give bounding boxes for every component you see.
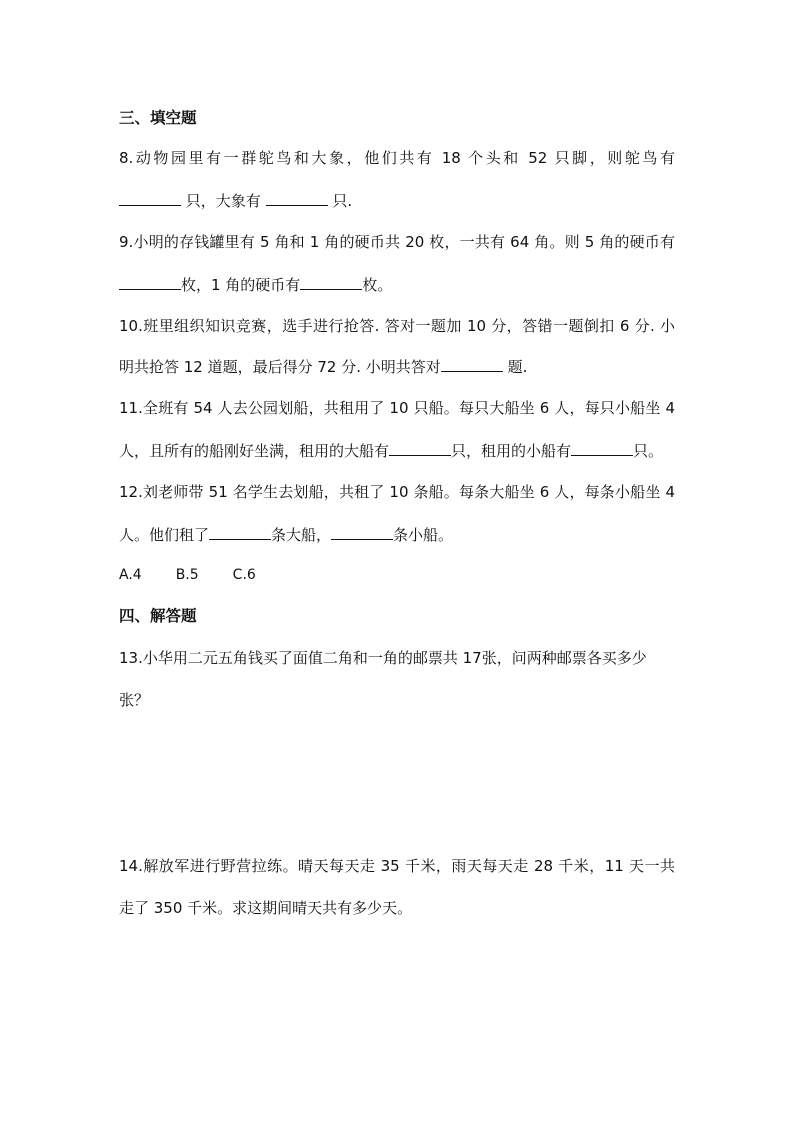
question-10-line-2 xyxy=(119,356,527,377)
answer-blank-small-boats[interactable] xyxy=(571,440,633,456)
answer-blank-big-boats-12[interactable] xyxy=(209,524,271,540)
question-13-line-1: 13.小华用二元五角钱买了面值二角和一角的邮票共 17张，问两种邮票各买多少 xyxy=(119,649,647,667)
question-12-text-mid: 条大船， xyxy=(271,526,332,544)
question-10-line-1: 10.班里组织知识竞赛，选手进行抢答. 答对一题加 10 分，答错一题倒扣 6 分. 小 xyxy=(119,317,675,335)
question-8-line-2 xyxy=(119,190,352,211)
question-12-line-1: 12.刘老师带 51 名学生去划船，共租了 10 条船。每条大船坐 6 人，每条小船坐 4 xyxy=(119,483,675,501)
question-14-line-2: 走了 350 千米。求这期间晴天共有多少天。 xyxy=(119,899,413,917)
question-11-line-2 xyxy=(119,440,663,461)
answer-blank-small-boats-12[interactable] xyxy=(331,524,393,540)
question-11-text-end: 只。 xyxy=(633,442,664,460)
question-12-text: 人。他们租了 xyxy=(119,526,210,544)
option-b[interactable]: B.5 xyxy=(175,567,199,583)
question-9-line-1: 9.小明的存钱罐里有 5 角和 1 角的硬币共 20 枚，一共有 64 角。则 5 角的硬币有 xyxy=(119,233,675,251)
answer-blank-ostriches[interactable] xyxy=(119,190,181,206)
question-12-line-2 xyxy=(119,524,453,545)
question-8-line-1: 8.动物园里有一群鸵鸟和大象，他们共有 18 个头和 52 只脚，则鸵鸟有 xyxy=(119,149,675,167)
question-8-text-elephants: 只，大象有 xyxy=(185,192,261,210)
question-12-options xyxy=(119,565,290,585)
option-c[interactable]: C.6 xyxy=(232,567,256,583)
question-13-line-2: 张？ xyxy=(119,691,150,709)
answer-blank-1jiao-coins[interactable] xyxy=(300,274,362,290)
answer-blank-big-boats[interactable] xyxy=(389,440,451,456)
answer-blank-5jiao-coins[interactable] xyxy=(119,274,181,290)
answer-blank-elephants[interactable] xyxy=(266,190,328,206)
section-heading-solve: 四、解答题 xyxy=(119,607,197,625)
question-9-line-2 xyxy=(119,274,392,295)
answer-blank-correct-answers[interactable] xyxy=(441,356,503,372)
question-11-text-small: 只，租用的小船有 xyxy=(451,442,572,460)
question-14-line-1: 14.解放军进行野营拉练。晴天每天走 35 千米，雨天每天走 28 千米，11 天一共 xyxy=(119,857,675,875)
question-9-text-end: 枚。 xyxy=(362,276,393,294)
question-12-text-end: 条小船。 xyxy=(393,526,454,544)
question-9-text-1jiao: 枚，1 角的硬币有 xyxy=(181,276,301,294)
question-11-text: 人，且所有的船刚好坐满，租用的大船有 xyxy=(119,442,390,460)
question-10-text: 明共抢答 12 道题，最后得分 72 分. 小明共答对 xyxy=(119,358,441,376)
question-11-line-1: 11.全班有 54 人去公园划船，共租用了 10 只船。每只大船坐 6 人，每只小船坐 4 xyxy=(119,399,675,417)
question-8-text-end: 只. xyxy=(332,192,353,210)
option-a[interactable]: A.4 xyxy=(119,567,142,583)
section-heading-fill-in: 三、填空题 xyxy=(119,109,197,127)
question-10-text-end: 题. xyxy=(507,358,528,376)
